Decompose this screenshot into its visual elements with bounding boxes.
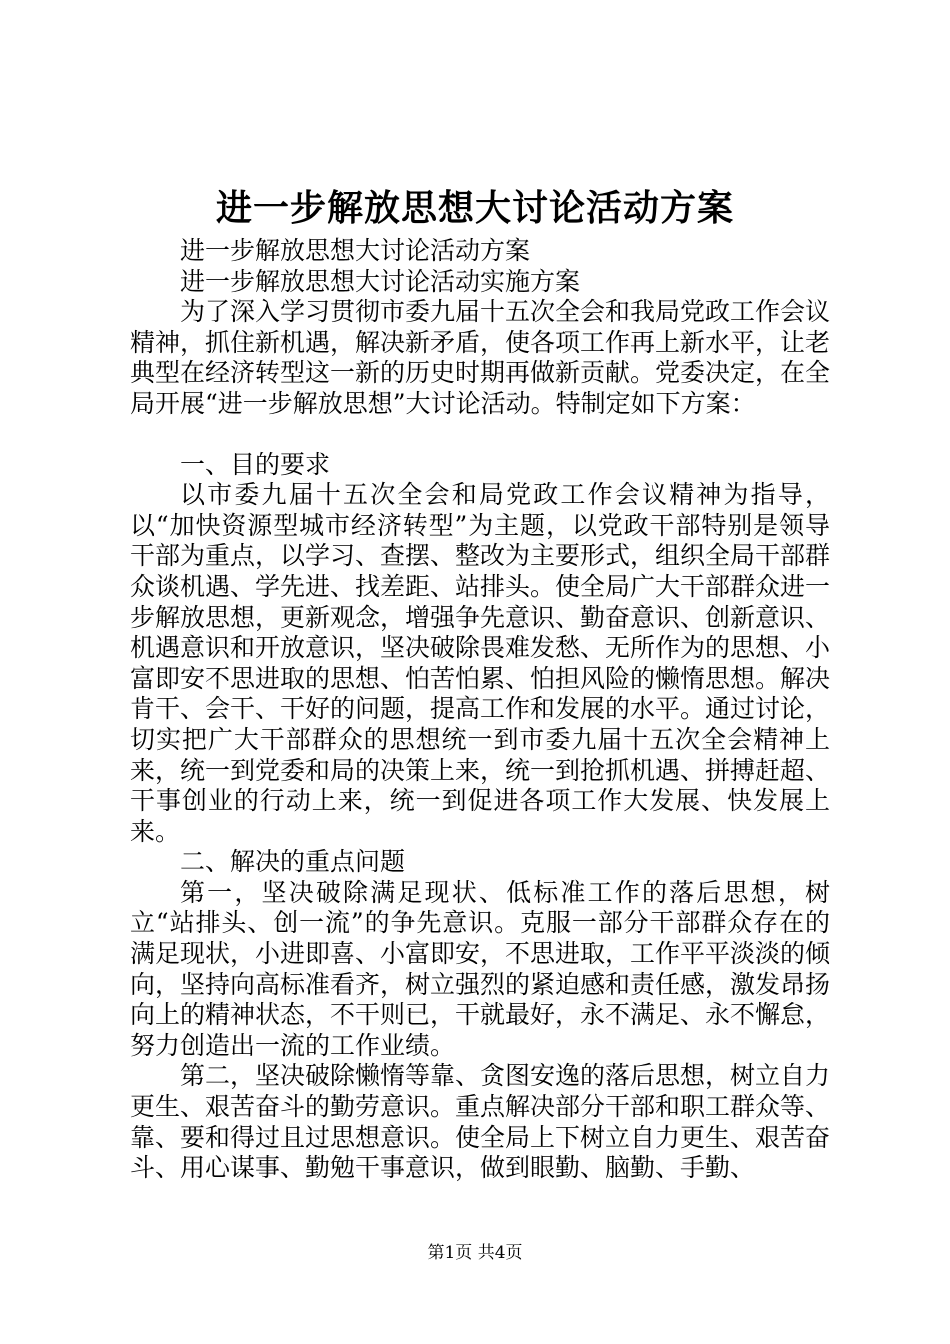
page-footer: 第1页 共4页 (427, 1243, 523, 1263)
paragraph-subtitle-implementation: 进一步解放思想大讨论活动实施方案 (180, 266, 581, 296)
document-body (130, 236, 830, 1184)
paragraph-second-issue: 第二，坚决破除懒惰等靠、贪图安逸的落后思想，树立自力更生、艰苦奋斗的勤劳意识。重点解决部分干部和职工群众等、靠、要和得过且过思想意识。使全局上下树立自力更生、艰苦奋斗、用心谋事、勤勉干事意识，做到眼勤、脑勤、手勤、 (130, 1061, 831, 1183)
paragraph-intro: 为了深入学习贯彻市委九届十五次全会和我局党政工作会议精神，抓住新机遇，解决新矛盾，使各项工作再上新水平，让老典型在经济转型这一新的历史时期再做新贡献。党委决定，在全局开展“进一步解放思想”大讨论活动。特制定如下方案： (130, 297, 831, 418)
paragraph-subtitle: 进一步解放思想大讨论活动方案 (180, 236, 531, 265)
document-title: 进一步解放思想大讨论活动方案 (215, 187, 734, 229)
section-heading-key-issues: 二、解决的重点问题 (180, 847, 406, 877)
paragraph-first-issue: 第一，坚决破除满足现状、低标准工作的落后思想，树立“站排头、创一流”的争先意识。克服一部分干部群众存在的满足现状，小进即喜、小富即安，不思进取，工作平平淡淡的倾向，坚持向高标准看齐，树立强烈的紧迫感和责任感，激发昂扬向上的精神状态，不干则已，干就最好，永不满足、永不懈怠，努力创造出一流的工作业绩。 (130, 877, 831, 1060)
section-heading-purpose: 一、目的要求 (180, 449, 331, 479)
paragraph-purpose: 以市委九届十五次全会和局党政工作会议精神为指导，以“加快资源型城市经济转型”为主题，以党政干部特别是领导干部为重点，以学习、查摆、整改为主要形式，组织全局干部群众谈机遇、学先进、找差距、站排头。使全局广大干部群众进一步解放思想，更新观念，增强争先意识、勤奋意识、创新意识、机遇意识和开放意识，坚决破除畏难发愁、无所作为的思想、小富即安不思进取的思想、怕苦怕累、怕担风险的懒惰思想。解决肯干、会干、干好的问题，提高工作和发展的水平。通过讨论，切实把广大干部群众的思想统一到市委九届十五次全会精神上来，统一到党委和局的决策上来，统一到抢抓机遇、拼搏赶超、干事创业的行动上来，统一到促进各项工作大发展、快发展上来。 (130, 480, 831, 846)
